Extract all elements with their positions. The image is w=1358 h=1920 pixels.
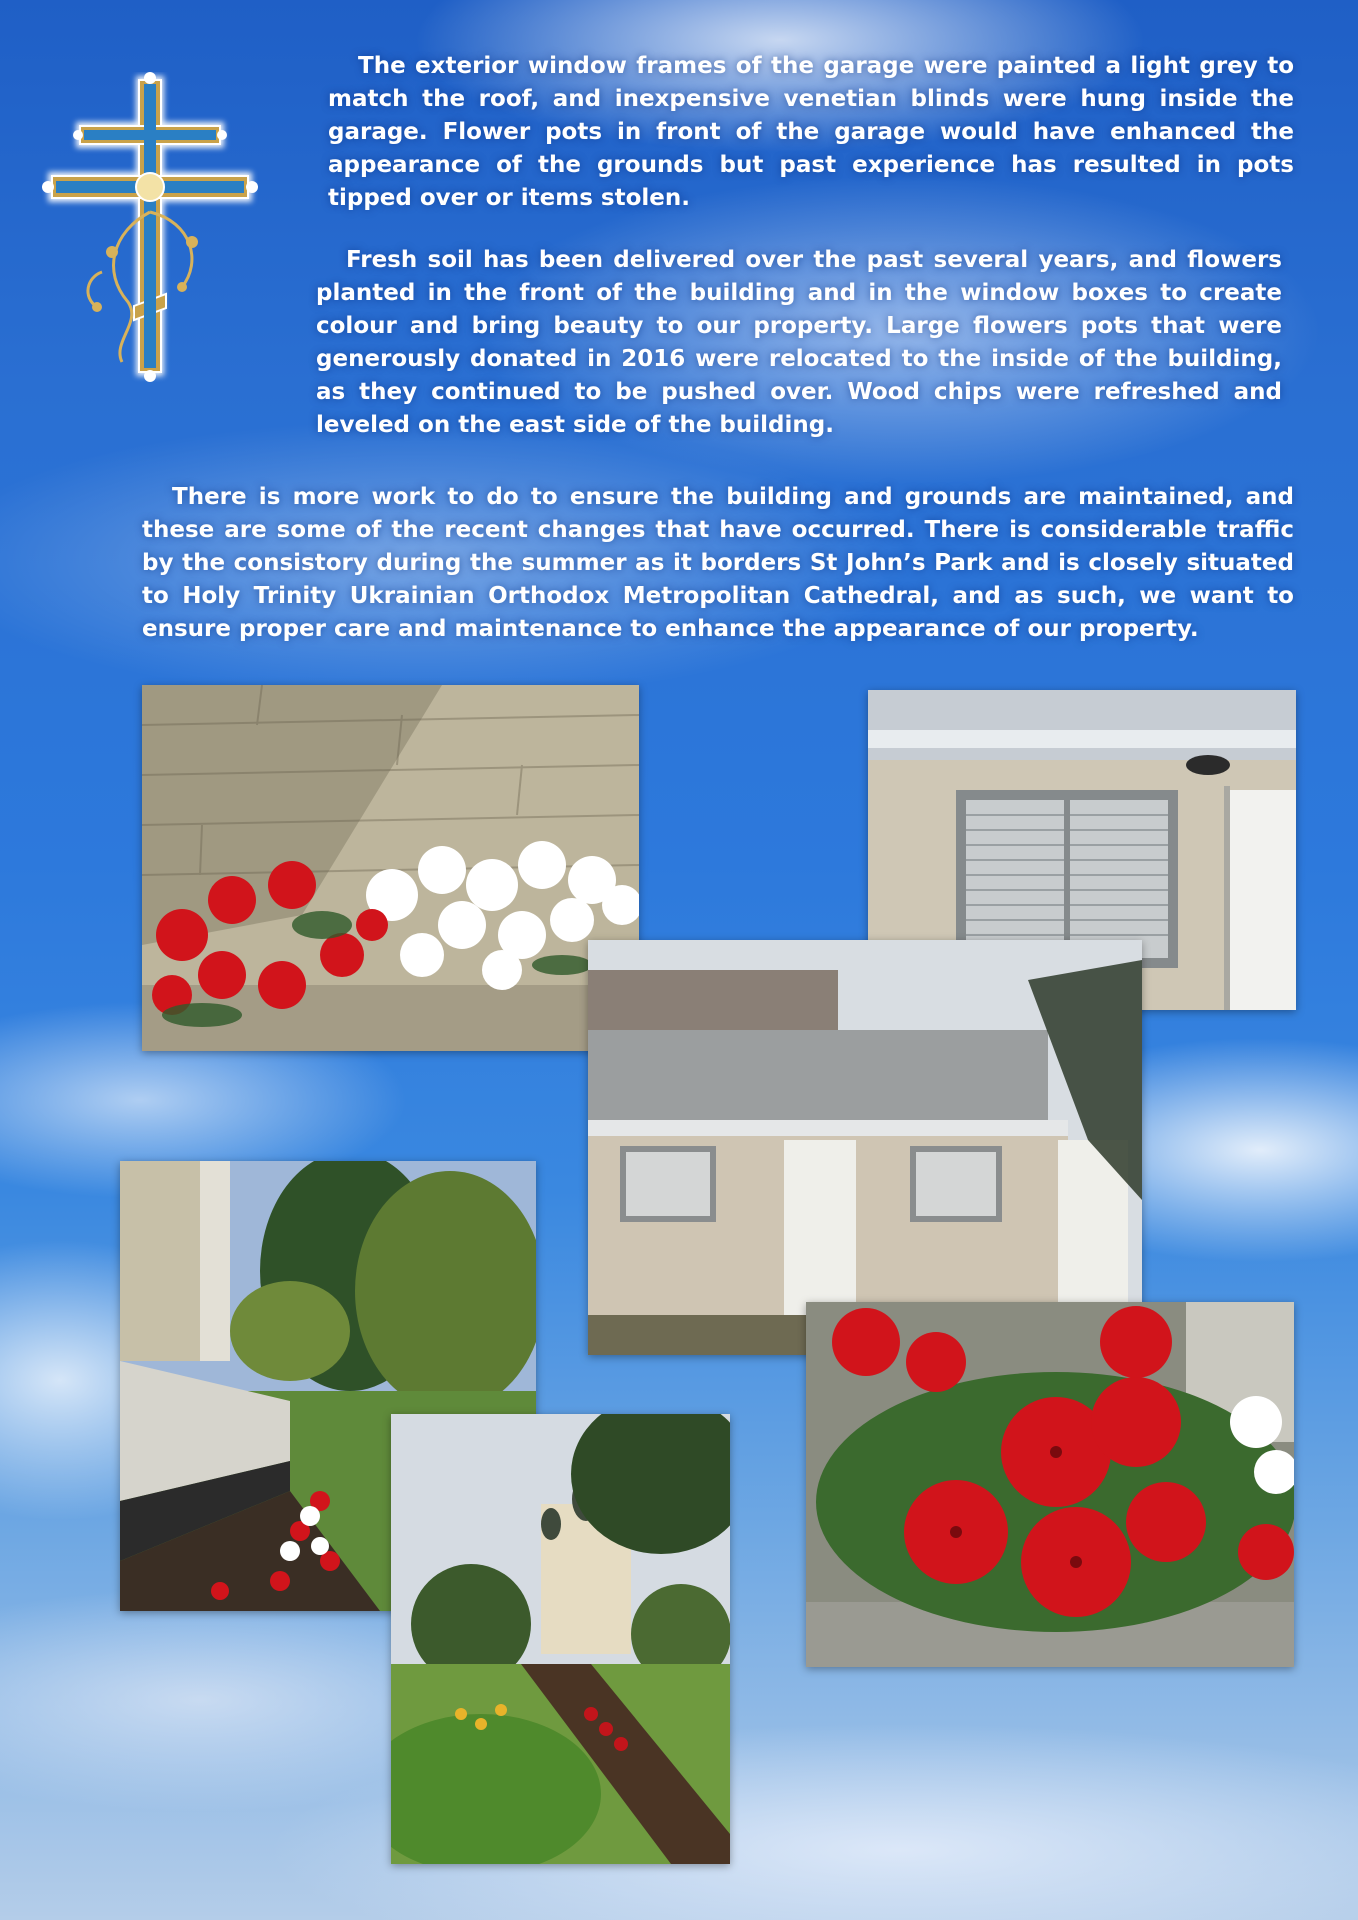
- photo-garage-building: [588, 940, 1142, 1355]
- photo-flowers-stone-wall: [142, 685, 639, 1051]
- paragraph-text: Fresh soil has been delivered over the past several years, and flowers planted in the front of the building and in the window boxes to create colour and bring beauty to our property. Large flowers pots that were generously donated in 2016 were relocated to the inside of the building, as they continued to be pushed over. Wood chips were refreshed and leveled on the east side of the building.: [316, 247, 1282, 438]
- orthodox-cross-icon: [42, 72, 258, 384]
- paragraph-text: There is more work to do to ensure the building and grounds are maintained, and these are some of the recent changes that have occurred. There is considerable traffic by the consistory during the summer as it borders St John’s Park and is closely situated to Holy Trinity Ukrainian Orthodox Metropolitan Cathedral, and as such, we want to ensure proper care and maintenance to enhance the appearance of our property.: [142, 484, 1294, 642]
- paragraph-garage-windows: [328, 50, 1294, 215]
- paragraph-fresh-soil: [316, 244, 1282, 442]
- paragraph-more-work: [142, 481, 1294, 646]
- photo-cathedral-garden: [391, 1414, 730, 1864]
- photo-red-petunias: [806, 1302, 1294, 1667]
- paragraph-text: The exterior window frames of the garage were painted a light grey to match the roof, and inexpensive venetian blinds were hung inside the garage. Flower pots in front of the garage would have enhanced the appearance of the grounds but past experience has resulted in pots tipped over or items stolen.: [328, 53, 1294, 211]
